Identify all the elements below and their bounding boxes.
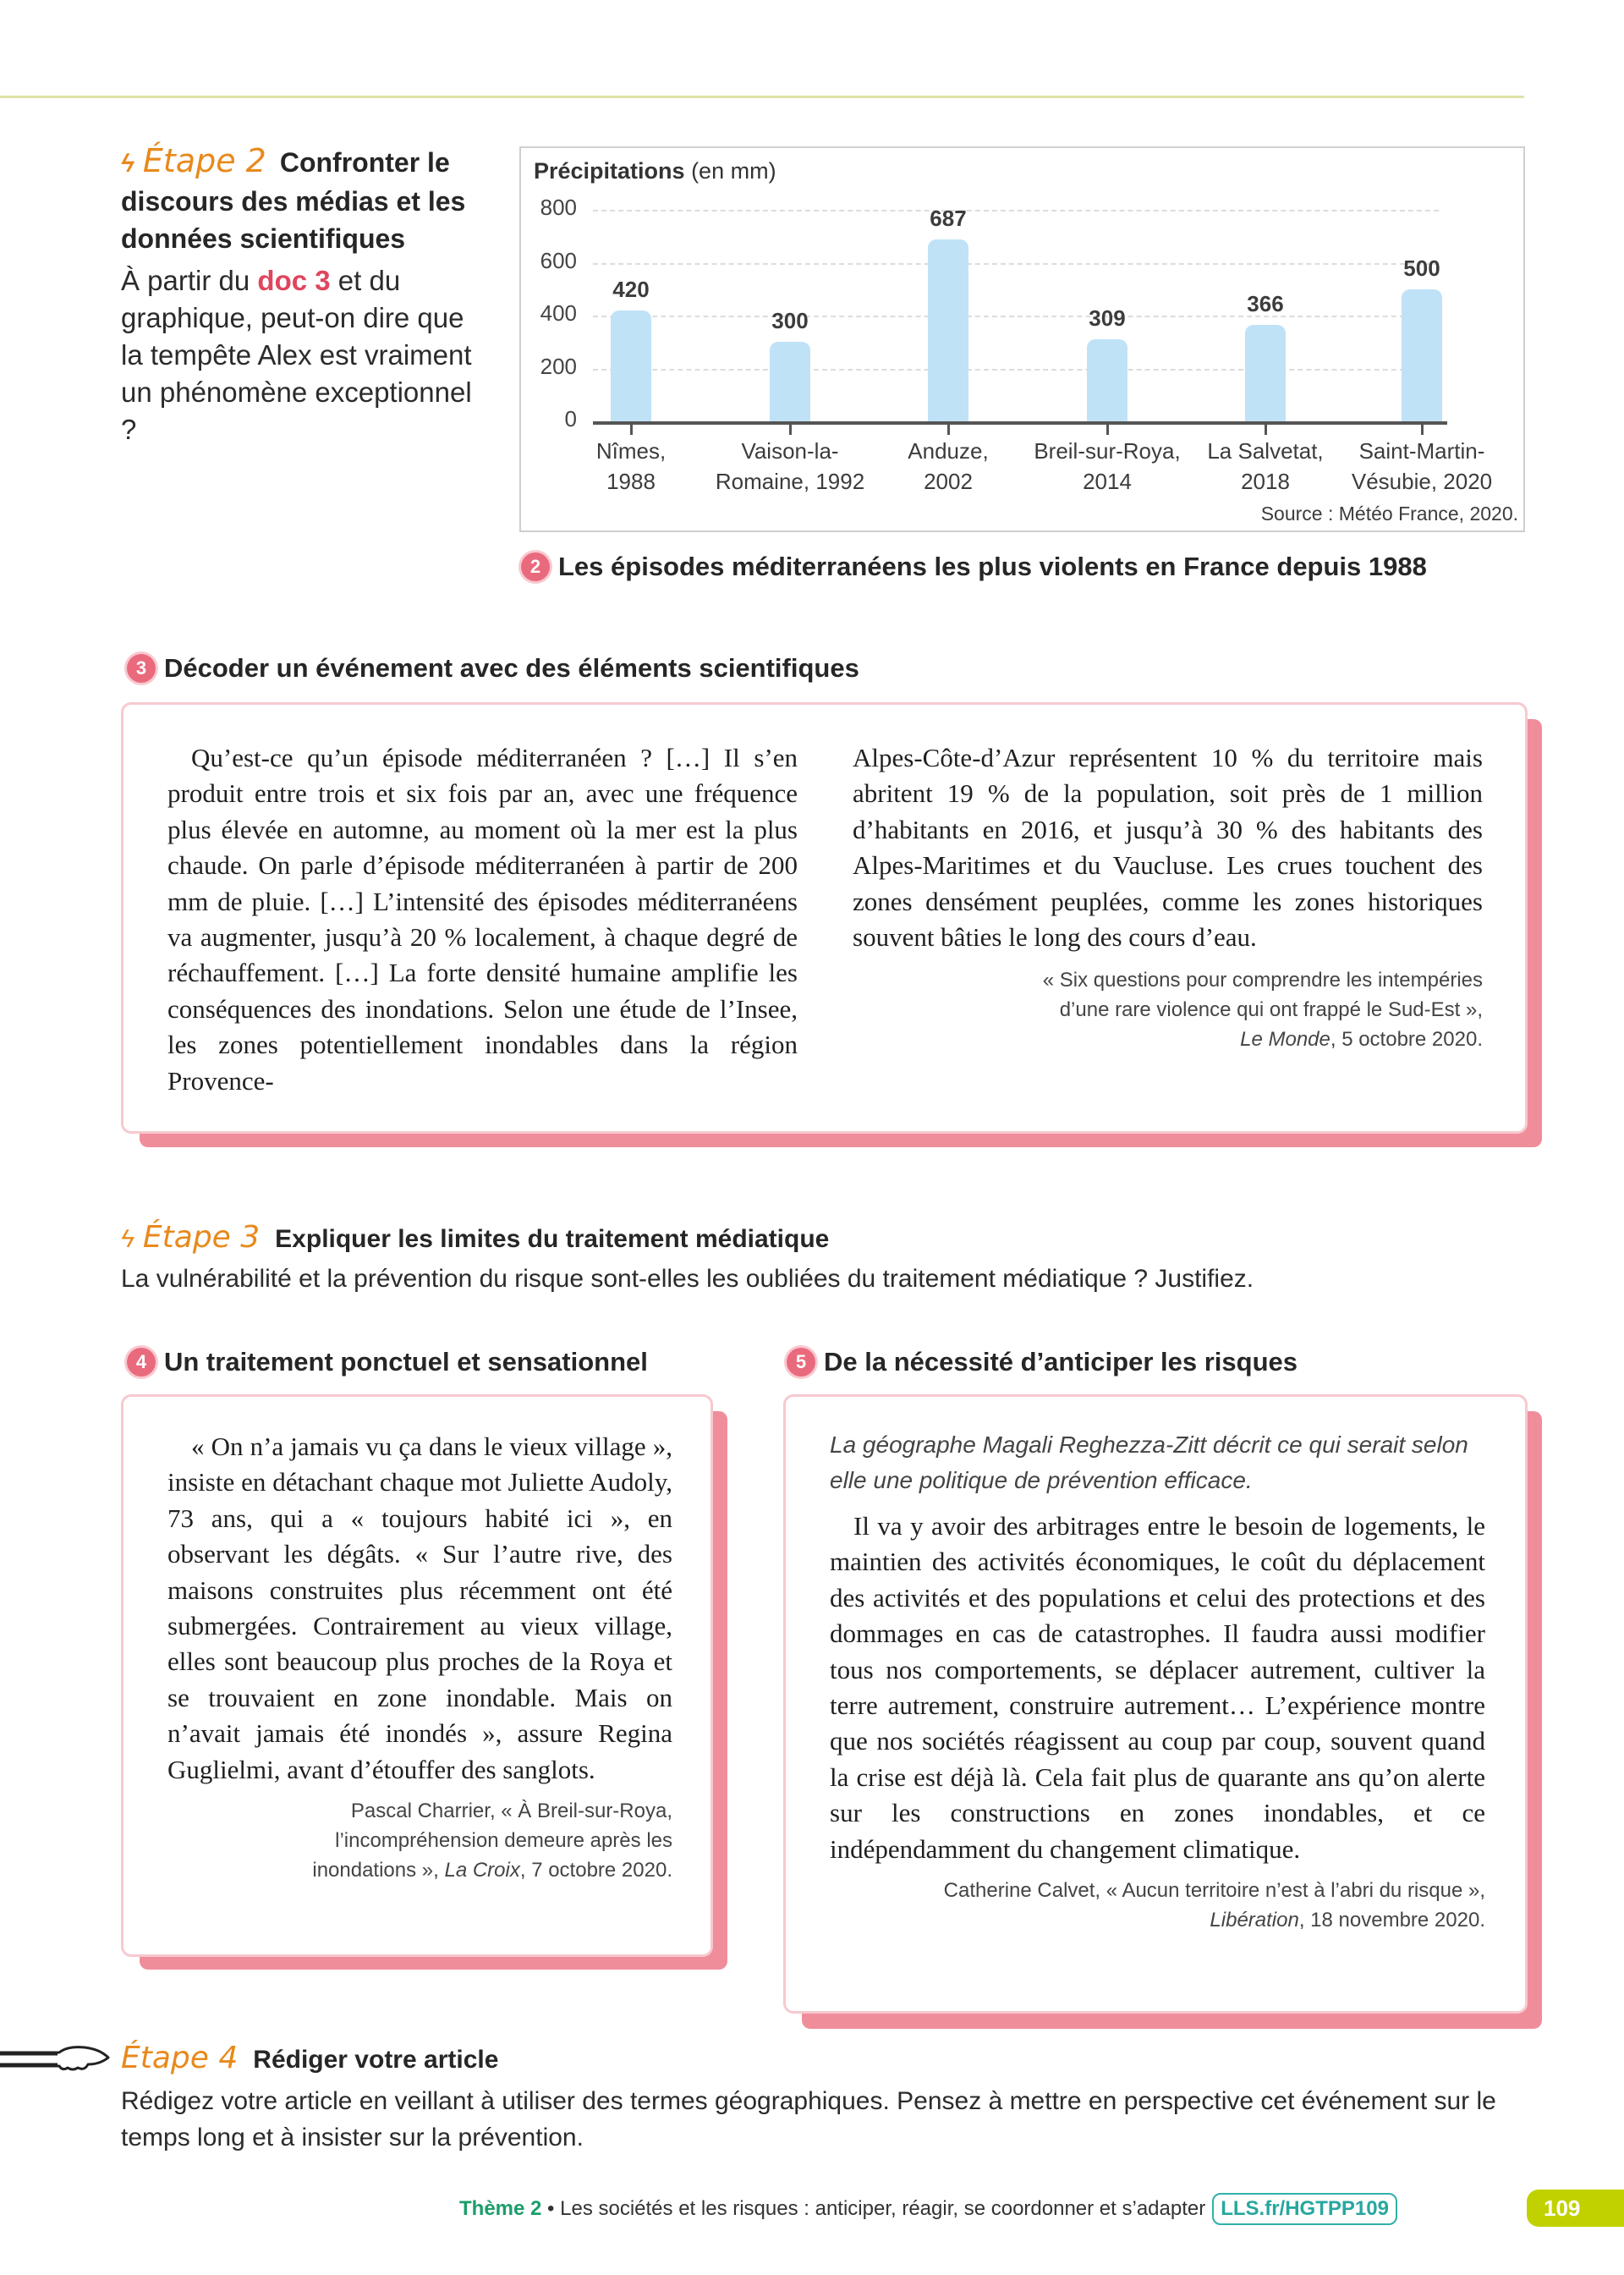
- x-tick: [1106, 425, 1109, 435]
- etape-3-block: [118, 1218, 1559, 1296]
- top-divider: [0, 96, 1524, 98]
- doc-4-heading: [127, 1347, 648, 1377]
- doc-3-title: Décoder un événement avec des éléments scientifiques: [164, 653, 859, 683]
- doc-5-title: De la nécessité d’anticiper les risques: [824, 1347, 1298, 1377]
- x-tick: [789, 425, 792, 435]
- x-axis: [593, 421, 1447, 425]
- doc-3-text-col2: Alpes-Côte-d’Azur représentent 10 % du territoire mais abritent 19 % de la population, soit près de 1 million d’habitants en 2016, et jusqu’à 30 % des habitants des Alpes-Maritimes et du Vaucluse. Les crues touchent des zones densément peuplées, comme les zones historiques souvent bâties le long des cours d’eau.: [853, 743, 1483, 953]
- x-tick: [947, 425, 950, 435]
- doc-5-card: [783, 1394, 1528, 2014]
- etape-4-instruction: Rédigez votre article en veillant à utiliser des termes géographiques. Pensez à mettre en perspective cet événement sur le temps long et à insister sur la prévention.: [121, 2087, 1496, 2151]
- doc-5-text: Il va y avoir des arbitrages entre le besoin de logements, le maintien des activités économiques, le coût du déplacement des activités et des populations et celui des protections et des dommages en cas de catastrophes. Il faudra aussi modifier tous nos comportements, se déplacer autrement, cultiver la terre autrement, construire autrement… L’expérience montre que nos sociétés réagissent au coup par coup, souvent quand la crise est déjà là. Cela fait plus de quarante ans qu’on alerte sur les constructions en zones inondables, et ce indépendamment du changement climatique.: [830, 1511, 1485, 1864]
- etape-4-label: Étape 4: [121, 2041, 239, 2075]
- doc-4-text: « On n’a jamais vu ça dans le vieux village », insiste en détachant chaque mot Juliette Audoly, 73 ans, qui a « toujours habité ici », en observant les dégâts. « Sur l’autre rive, des maisons construites plus récemment ont été submergées. Contrairement au vieux village, elles sont beaucoup plus proches de la Roya et se trouvaient en zone inondable. Mais on n’avait jamais été inondés », assure Regina Guglielmi, avant d’étouffer des sanglots.: [167, 1431, 672, 1784]
- chart-source: Source : Météo France, 2020.: [1260, 503, 1518, 525]
- y-tick-label: 800: [540, 195, 577, 220]
- page-footer: Thème 2 • Les sociétés et les risques : anticiper, réagir, se coordonner et s’adapter LLS.fr/HGTPP109: [459, 2192, 1397, 2226]
- chart-title: Précipitations (en mm): [534, 158, 776, 184]
- doc-3-text-col1: Qu’est-ce qu’un épisode méditerranéen ? […] Il s’en produit entre trois et six fois par an, avec une fréquence plus élevée en automne, au moment où la mer est la plus chaude. On parle d’épisode méditerranéen à partir de 200 mm de pluie. […] L’intensité des épisodes méditerranéens va augmenter, jusqu’à 20 % localement, à chaque degré de réchauffement. […] La forte densité humaine amplifie les conséquences des inondations. Selon une étude de l’Insee, les zones potentiellement inondables dans la région Provence-: [167, 743, 798, 1096]
- doc-4-content: [167, 1429, 672, 1885]
- lightning-icon: ϟ: [118, 1225, 137, 1253]
- x-category-label: Saint-Martin- Vésubie, 2020: [1351, 438, 1493, 494]
- footer-theme-title: Les sociétés et les risques : anticiper, réagir, se coordonner et s’adapter: [560, 2197, 1206, 2220]
- doc-3-heading: [127, 653, 859, 684]
- etape-2-question: À partir du doc 3 et du graphique, peut-on dire que la tempête Alex est vraiment un phénomène exceptionnel ?: [121, 265, 472, 445]
- bar: [928, 239, 968, 421]
- doc-4-card: [121, 1394, 713, 1957]
- footer-resource-link[interactable]: LLS.fr/HGTPP109: [1212, 2193, 1397, 2225]
- bar-value-label: 687: [930, 206, 967, 232]
- x-category-label: Breil-sur-Roya, 2014: [1034, 438, 1181, 494]
- bar-value-label: 366: [1247, 290, 1284, 316]
- gridline: [593, 316, 1439, 317]
- bar: [1245, 325, 1286, 421]
- x-category-label: Anduze, 2002: [908, 438, 989, 494]
- etape-2-label: Étape 2: [142, 142, 266, 179]
- bar: [611, 310, 651, 421]
- doc-4-citation: Pascal Charrier, « À Breil-sur-Roya, l’incompréhension demeure après les inondations », La Croix, 7 octobre 2020.: [312, 1800, 672, 1882]
- page-number-badge: 109: [1527, 2190, 1624, 2227]
- doc-5-content: [830, 1427, 1485, 1935]
- etape-3-title: Expliquer les limites du traitement médiatique: [275, 1225, 830, 1253]
- x-tick: [1421, 425, 1424, 435]
- bar: [1087, 339, 1127, 421]
- doc-5-heading: [787, 1347, 1298, 1377]
- etape-2-title: Confronter le discours des médias et les données scientifiques: [121, 147, 466, 254]
- bar: [770, 342, 810, 421]
- doc-3-card: [121, 702, 1528, 1134]
- doc-3-col2: [853, 740, 1483, 1054]
- x-tick: [630, 425, 633, 435]
- gridline: [593, 369, 1439, 371]
- bar-value-label: 420: [612, 276, 650, 302]
- doc-4-badge: 4: [127, 1348, 156, 1377]
- doc-4-title: Un traitement ponctuel et sensationnel: [164, 1347, 648, 1377]
- y-tick-label: 200: [540, 353, 577, 379]
- etape-3-label: Étape 3: [142, 1220, 261, 1255]
- y-tick-label: 600: [540, 247, 577, 273]
- doc-3-link[interactable]: doc 3: [257, 265, 331, 296]
- etape-4-block: [0, 2039, 1522, 2156]
- bar-value-label: 500: [1403, 255, 1440, 281]
- bar: [1402, 289, 1442, 421]
- y-tick-label: 400: [540, 300, 577, 326]
- etape-2-block: [118, 142, 485, 448]
- bar-value-label: 300: [771, 308, 809, 334]
- x-category-label: Nîmes, 1988: [595, 438, 667, 494]
- gridline: [593, 210, 1439, 212]
- footer-theme-label: Thème 2: [459, 2197, 542, 2220]
- doc-5-citation: Catherine Calvet, « Aucun territoire n’est à l’abri du risque », Libération, 18 novembre 2020.: [943, 1879, 1485, 1932]
- lightning-icon: ϟ: [118, 150, 137, 178]
- precipitation-chart: [519, 146, 1525, 532]
- etape-3-question: La vulnérabilité et la prévention du risque sont-elles les oubliées du traitement médiatique ? Justifiez.: [121, 1265, 1254, 1293]
- doc-3-badge: 3: [127, 654, 156, 683]
- x-category-label: Vaison-la- Romaine, 1992: [715, 438, 865, 494]
- doc-5-intro: La géographe Magali Reghezza-Zitt décrit ce qui serait selon elle une politique de prévention efficace.: [830, 1431, 1468, 1493]
- x-category-label: La Salvetat, 2018: [1207, 438, 1324, 494]
- doc-5-badge: 5: [787, 1348, 815, 1377]
- gridline: [593, 263, 1439, 265]
- doc-3-citation: « Six questions pour comprendre les intempéries d’une rare violence qui ont frappé le Sud-Est », Le Monde, 5 octobre 2020.: [1042, 969, 1483, 1052]
- doc-2-title: Les épisodes méditerranéens les plus violents en France depuis 1988: [558, 552, 1427, 581]
- x-tick: [1265, 425, 1267, 435]
- doc-2-caption: [521, 552, 1427, 582]
- y-tick-label: 0: [564, 406, 577, 431]
- bar-value-label: 309: [1089, 305, 1126, 332]
- etape-4-title: Rédiger votre article: [253, 2046, 499, 2074]
- doc-2-badge: 2: [521, 552, 550, 581]
